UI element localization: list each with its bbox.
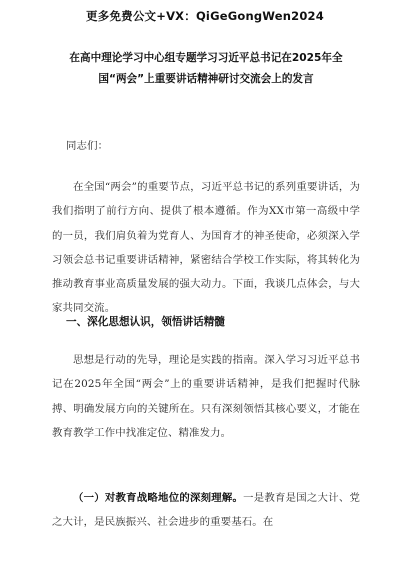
greeting: 同志们： [66,140,109,152]
header-note: 更多免费公文+VX：QiGeGongWen2024 [86,9,324,23]
subsection-lead: （一）对教育战略地位的深刻理解。 [73,492,244,504]
paragraph-subsection-1 [52,486,360,535]
paragraph-section-1: 思想是行动的先导，理论是实践的指南。深入学习习近平总书记在2025年全国“两会”上的重要讲话精神，是我们把握时代脉搏、明确发展方向的关键所在。只有深刻领悟其核心要义，才能在教育教学工作中找准定位、精准发力。 [52,354,360,439]
document-title: 在高中理论学习中心组专题学习习近平总书记在2025年全国“两会”上重要讲话精神研讨交流会上的发言 [69,52,343,85]
section-heading-1: 一、深化思想认识，领悟讲话精髓 [66,316,225,328]
subsection-text: 一是教育是国之大计、党之大计，是民族振兴、社会进步的重要基石。在 [52,492,360,529]
paragraph-intro: 在全国“两会”的重要节点，习近平总书记的系列重要讲话，为我们指明了前行方向、提供了根本遵循。作为XX市第一高级中学的一员，我们肩负着为党育人、为国育才的神圣使命，必须深入学习领会总书记重要讲话精神，紧密结合学校工作实际，将其转化为推动教育事业高质量发展的强大动力。下面，我谈几点体会，与大家共同交流。 [52,181,360,315]
